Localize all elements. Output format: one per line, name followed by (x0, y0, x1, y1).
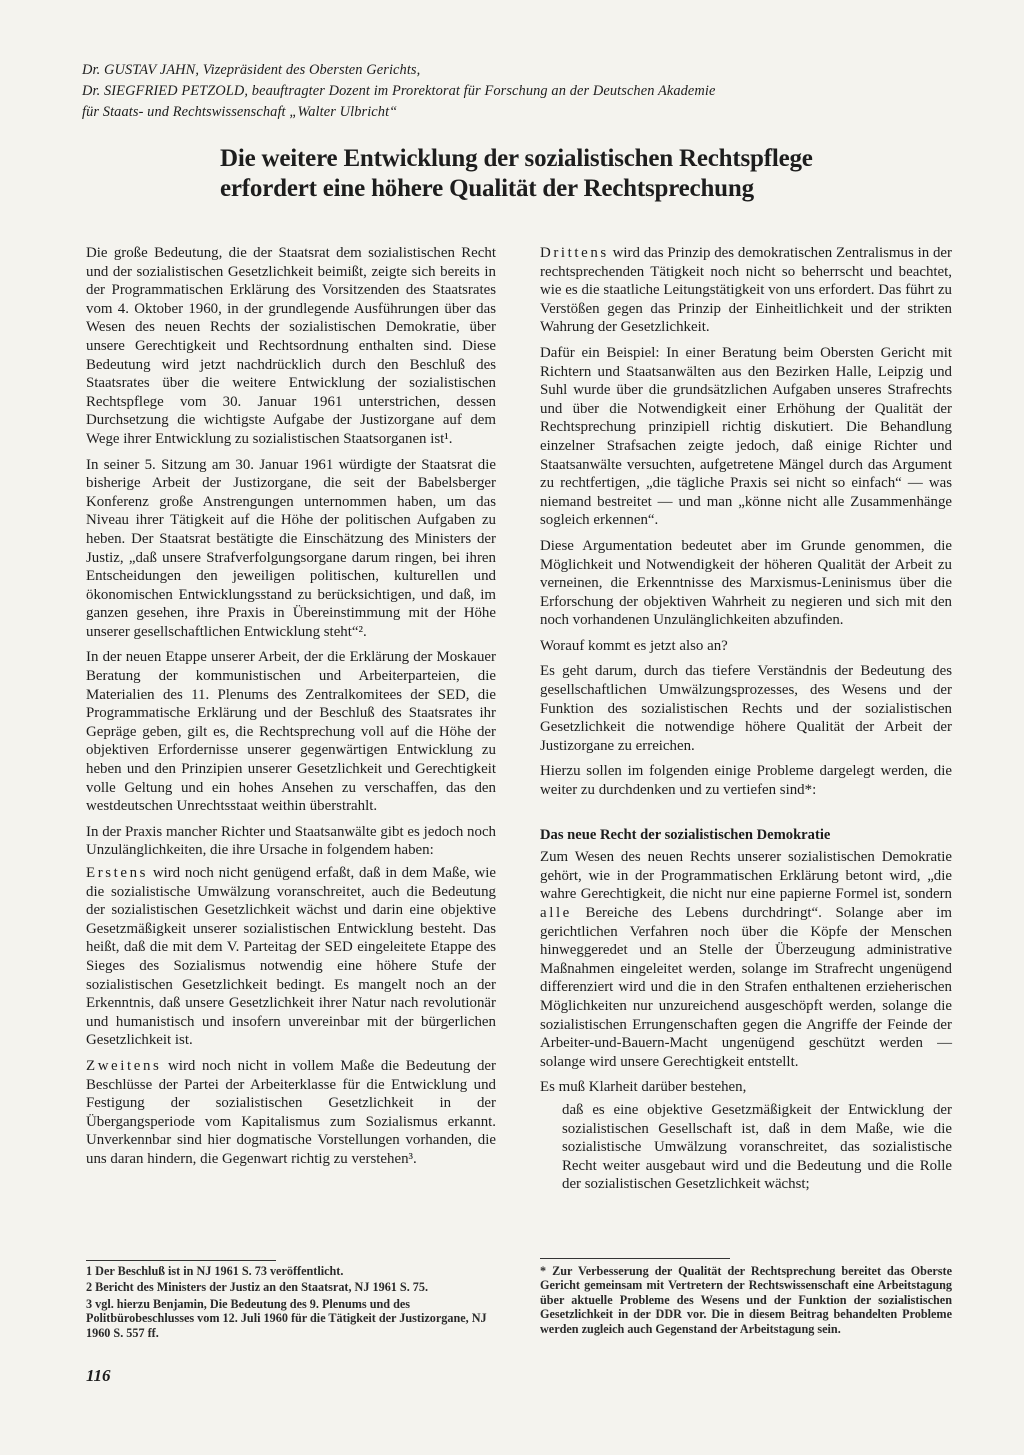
footnote-3: 3 vgl. hierzu Benjamin, Die Bedeutung des 9. Plenums und des Politbürobeschlusses vom 12. Juli 1960 für die Tätigkeit der Justizorgane, NJ 1960 S. 557 ff. (86, 1296, 487, 1340)
paragraph-text: wird noch nicht genügend erfaßt, daß in dem Maße, wie die sozialistische Umwälzung voranschreitet, auch die Bedeutung der sozialistischen Gesetzlichkeit wächst und darin eine objektive Gesetzmäßigkeit unserer sozialistischen Entwicklung besteht. Das heißt, daß die mit dem V. Parteitag der SED eingeleitete Etappe des Sieges des Sozialismus notwendig eine höhere Stufe der sozialistischen Gesetzlichkeit bedingt. Es mangelt noch an der Erkenntnis, daß unsere Gesetzlichkeit ihrer Natur nach revolutionär und humanistisch und insofern unvereinbar mit der bürgerlichen Gesetzlichkeit ist. (86, 865, 496, 1049)
section-heading: Das neue Recht der sozialistischen Demokratie (540, 826, 831, 843)
paragraph-text: Zum Wesen des neuen Rechts unserer sozialistischen Demokratie gehört, wie in der Programmatischen Erklärung betont wird, „die wahre Gerechtigkeit, die nicht nur eine papierne Formel ist, sondern (540, 849, 952, 903)
paragraph-first-point (86, 864, 496, 1050)
paragraph-text: wird noch nicht in vollem Maße die Bedeutung der Beschlüsse der Partei der Arbeiterklasse für die Entwicklung und Festigung der sozialistischen Gesetzlichkeit in der Übergangsperiode vom Kapitalismus zum Sozialismus erkannt. Unverkennbar sind hier dogmatische Vorstellungen vorhanden, die uns daran hindern, die Gegenwart richtig zu verstehen³. (86, 1057, 496, 1167)
paragraph-text: wird das Prinzip des demokratischen Zentralismus in der rechtsprechenden Tätigkeit noch nicht so beherrscht und beachtet, wie es die staatliche Leitungstätigkeit von uns erfordert. Das führt zu Verstößen gegen das Prinzip der Einheitlichkeit und der strikten Wahrung der Gesetzlichkeit. (540, 245, 952, 336)
footnote-2: 2 Bericht des Ministers der Justiz an den Staatsrat, NJ 1961 S. 75. (86, 1280, 429, 1295)
paragraph: Es muß Klarheit darüber bestehen, (540, 1079, 747, 1096)
article-title-line-1: Die weitere Entwicklung der sozialistischen Rechtspflege (220, 145, 813, 172)
footnote-asterisk-text: * Zur Verbesserung der Qualität der Rechtsprechung bereitet das Oberste Gericht gemeinsam mit Vertretern der Rechtswissenschaft eine Arbeitstagung über aktuelle Probleme des Wesens und der Funktion der sozialistischen Gesetzlichkeit in der DDR vor. Die in diesem Beitrag behandelten Probleme werden zugleich auch Gegenstand der Arbeitstagung sein. (540, 1264, 952, 1336)
footnotes-left (86, 1264, 496, 1342)
paragraph-second-point (86, 1057, 496, 1169)
paragraph: In seiner 5. Sitzung am 30. Januar 1961 würdigte der Staatsrat die bisherige Arbeit der Justizorgane, die seit der Babelsberger Konferenz große Anstrengungen unternommen haben, um das Niveau ihrer Tätigkeit auf die Höhe der politischen Aufgaben zu heben. Der Staatsrat bestätigte die Einschätzung des Ministers der Justiz, „daß unsere Strafverfolgungsorgane darum ringen, bei ihren Entscheidungen den jeweiligen politischen, kulturellen und ökonomischen Entwicklungsstand zu berücksichtigen, und daß, im ganzen gesehen, ihre Praxis in Übereinstimmung mit der Höhe unserer gesellschaftlichen Entwicklung steht“². (86, 456, 496, 640)
paragraph-question: Worauf kommt es jetzt also an? (540, 637, 728, 654)
spaced-lead-word: Zweitens (86, 1057, 162, 1074)
spaced-lead-word: Drittens (540, 245, 609, 261)
footnote-1: 1 Der Beschluß ist in NJ 1961 S. 73 veröffentlicht. (86, 1264, 344, 1278)
paragraph: Die große Bedeutung, die der Staatsrat dem sozialistischen Recht und der sozialistischen Gesetzlichkeit beimißt, zeigte sich bereits in der Programmatischen Erklärung des Vorsitzenden des Staatsrates vom 4. Oktober 1960, in der grundlegende Ausführungen über das Wesen des neuen Rechts der sozialistischen Demokratie, über unsere Gerechtigkeit und Rechtsordnung enthalten sind. Diese Bedeutung wird jetzt nachdrücklich durch den Beschluß des Staatsrates über die weitere Entwicklung der sozialistischen Rechtspflege vom 30. Januar 1961 unterstrichen, dessen Durchsetzung die wichtigste Aufgabe der Justizorgane auf dem Wege ihrer Entwicklung zu sozialistischen Staatsorganen ist¹. (86, 245, 496, 447)
indented-paragraph: daß es eine objektive Gesetzmäßigkeit der Entwicklung der sozialistischen Gesellschaft ist, daß in dem Maße, wie die sozialistische Umwälzung voranschreitet, das sozialistische Recht weiter ausgebaut wird und die Bedeutung und die Rolle der sozialistischen Gesetzlichkeit wächst; (562, 1101, 952, 1193)
paragraph: Dafür ein Beispiel: In einer Beratung beim Obersten Gericht mit Richtern und Staatsanwälten aus den Bezirken Halle, Leipzig und Suhl wurde über die grundsätzlichen Aufgaben unseres Strafrechts und über die Notwendigkeit einer Erhöhung der Qualität der Rechtsprechung prinzipiell richtig diskutiert. Die Behandlung einzelner Strafsachen zeigte jedoch, daß einige Richter und Staatsanwälte versuchten, aufgetretene Mängel durch das Argument zu rechtfertigen, „die tägliche Praxis sei nicht so einfach“ — was niemand bestreitet — und man „könne nicht alle Zusammenhänge sogleich erkennen“. (540, 344, 952, 529)
paragraph: Es geht darum, durch das tiefere Verständnis der Bedeutung des gesellschaftlichen Umwälzungsprozesses, des Wesens und der Funktion des sozialistischen Rechts und der sozialistischen Gesetzlichkeit die notwendige höhere Qualität der Arbeit der Justizorgane zu erreichen. (540, 663, 952, 754)
author-2: Dr. SIEGFRIED PETZOLD, beauftragter Dozent im Prorektorat für Forschung an der Deutschen Akademie (82, 83, 716, 99)
author-2-affiliation: für Staats- und Rechtswissenschaft „Walter Ulbricht“ (82, 104, 398, 120)
spaced-emphasis-word: alle (540, 905, 572, 921)
author-line (82, 60, 912, 123)
footnote-asterisk (540, 1264, 952, 1336)
paragraph: In der Praxis mancher Richter und Staatsanwälte gibt es jedoch noch Unzulänglichkeiten, die ihre Ursache in folgendem haben: (86, 823, 496, 859)
paragraph: In der neuen Etappe unserer Arbeit, der die Erklärung der Moskauer Beratung der kommunistischen und Arbeiterparteien, die Materialien des 11. Plenums des Zentralkomitees der SED, die Programmatische Erklärung und der Beschluß des Staatsrates ihr Gepräge geben, gilt es, die Rechtsprechung voll auf die Höhe der objektiven Erfordernisse unserer gegenwärtigen Entwicklung zu heben und den Prinzipien unserer Gesetzlichkeit und Gerechtigkeit volle Geltung und ein hohes Ansehen zu verschaffen, das den westdeutschen Unrechtsstaat weithin überstrahlt. (86, 649, 496, 815)
right-column (540, 244, 952, 1201)
footnote-divider (540, 1258, 730, 1259)
paragraph: Hierzu sollen im folgenden einige Probleme dargelegt werden, die weiter zu durchdenken und zu vertiefen sind*: (540, 763, 952, 799)
paragraph: Diese Argumentation bedeutet aber im Grunde genommen, die Möglichkeit und Notwendigkeit der höheren Qualität der Arbeit zu verneinen, die Erkenntnisse des Marxismus-Leninismus über die Erforschung der objektiven Wahrheit zu negieren und sich mit den noch vorhandenen Unzulänglichkeiten abzufinden. (540, 537, 952, 629)
paragraph (540, 848, 952, 1071)
author-1: Dr. GUSTAV JAHN, Vizepräsident des Obersten Gerichts, (82, 62, 421, 78)
paragraph-text: Bereiche des Lebens durchdringt“. Solange aber im gerichtlichen Verfahren noch über die Köpfe der Menschen hinweggeredet und an Stelle der Überzeugung administrative Maßnahmen eingeleitet werden, solange im Strafrecht ungenügend differenziert wird und die in den Strafen enthaltenen erzieherischen Möglichkeiten nur unzureichend ausgeschöpft werden, solange die sozialistischen Errungenschaften gegen die Angriffe der Feinde der Arbeiter-und-Bauern-Macht ungenügend geschützt werden — solange wird unsere Gerechtigkeit entstellt. (540, 905, 952, 1070)
footnote-divider (86, 1260, 276, 1261)
page-number: 116 (86, 1366, 111, 1385)
left-column (86, 244, 496, 1176)
paragraph-third-point (540, 244, 952, 337)
article-title-line-2: erfordert eine höhere Qualität der Rechtsprechung (220, 175, 754, 202)
article-title (220, 144, 960, 204)
spaced-lead-word: Erstens (86, 865, 149, 881)
